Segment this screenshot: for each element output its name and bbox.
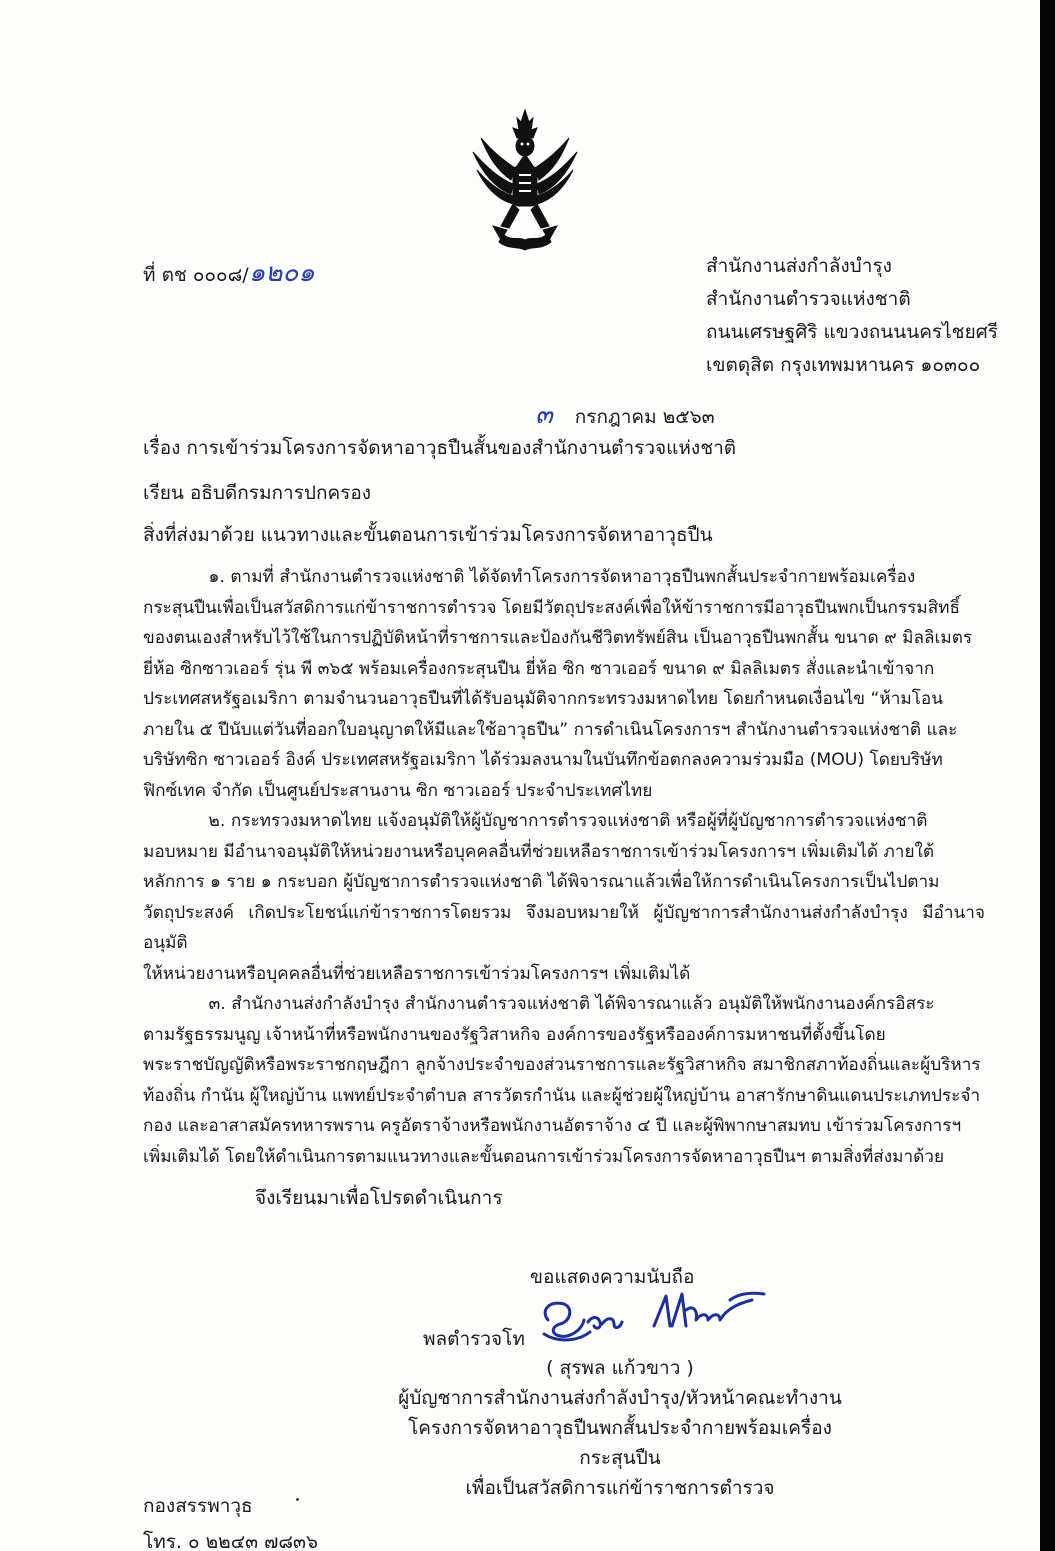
scan-speck [296, 1498, 299, 1501]
scan-border [1040, 0, 1055, 1551]
complimentary-close: ขอแสดงความนับถือ [530, 1266, 695, 1288]
handwritten-signature [530, 1270, 770, 1350]
address-line: สำนักงานส่งกำลังบำรุง [706, 255, 892, 277]
body-line: ของตนเองสำหรับไว้ใช้ในการปฏิบัติหน้าที่ราชการและป้องกันชีวิตทรัพย์สิน เป็นอาวุธปืนพกสั้น ขนาด ๙ มิลลิเมตร [143, 628, 973, 648]
body-line: ท้องถิ่น กำนัน ผู้ใหญ่บ้าน แพทย์ประจำตำบล สารวัตรกำนัน และผู้ช่วยผู้ใหญ่บ้าน อาสารักษาดินแดนประเภทประจำ [143, 1085, 981, 1106]
body-line: เพิ่มเติมได้ โดยให้ดำเนินการตามแนวทางและขั้นตอนการเข้าร่วมโครงการจัดหาอาวุธปืนฯ ตามสิ่งที่ส่งมาด้วย [143, 1146, 945, 1167]
body-line: ๓. สำนักงานส่งกำลังบำรุง สำนักงานตำรวจแห่งชาติ ได้พิจารณาแล้ว อนุมัติให้พนักงานองค์กรอิสระ [143, 994, 935, 1014]
body-line: วัตถุประสงค์ เกิดประโยชน์แก่ข้าราชการโดยรวม จึงมอบหมายให้ ผู้บัญชาการสำนักงานส่งกำลังบำรุง มีอำนาจอนุมัติ [143, 902, 985, 953]
body-line: ฟิกซ์เทค จำกัด เป็นศูนย์ประสานงาน ซิก ซาวเออร์ ประจำประเทศไทย [143, 780, 653, 801]
body-line: บริษัทซิก ซาวเออร์ อิงค์ ประเทศสหรัฐอเมริกา ได้ร่วมลงนามในบันทึกข้อตกลงความร่วมมือ (MOU) โดยบริษัท [143, 750, 943, 770]
body-line: มอบหมาย มีอำนาจอนุมัติให้หน่วยงานหรือบุคคลอื่นที่ช่วยเหลือราชการเข้าร่วมโครงการฯ เพิ่มเติมได้ ภายใต้ [143, 841, 935, 862]
recipient-line: เรียน อธิบดีกรมการปกครอง [143, 482, 372, 504]
enclosure-line: สิ่งที่ส่งมาด้วย แนวทางและขั้นตอนการเข้าร่วมโครงการจัดหาอาวุธปืน [143, 524, 713, 546]
body-line: ตามรัฐธรรมนูญ เจ้าหน้าที่หรือพนักงานของรัฐวิสาหกิจ องค์การของรัฐหรือองค์การมหาชนที่ตั้งขึ้นโดย [143, 1024, 886, 1045]
signer-title: ผู้บัญชาการสำนักงานส่งกำลังบำรุง/หัวหน้าคณะทำงาน [398, 1387, 842, 1409]
body-line: ประเทศสหรัฐอเมริกา ตามจำนวนอาวุธปืนที่ได้รับอนุมัติจากกระทรวงมหาดไทย โดยกำหนดเงื่อนไข “ห้ามโอน [143, 689, 943, 709]
body-line: หลักการ ๑ ราย ๑ กระบอก ผู้บัญชาการตำรวจแห่งชาติ ได้พิจารณาแล้วเพื่อให้การดำเนินโครงการเป็นไปตาม [143, 872, 940, 892]
signer-name: ( สุรพล แก้วขาว ) [546, 1357, 694, 1379]
handwritten-reference-number: ๑๒๐๑ [248, 258, 315, 288]
garuda-emblem [467, 108, 583, 254]
letter-body [143, 562, 985, 1172]
footer-phone: โทร. ๐ ๒๒๔๓ ๗๘๓๖ [143, 1531, 319, 1551]
sender-address [706, 250, 998, 382]
reference-number [143, 252, 315, 293]
closing-line: จึงเรียนมาเพื่อโปรดดำเนินการ [255, 1187, 503, 1209]
address-line: เขตดุสิต กรุงเทพมหานคร ๑๐๓๐๐ [706, 354, 981, 376]
date-month-year: กรกฎาคม ๒๕๖๓ [574, 406, 715, 428]
reference-label: ที่ ตช ๐๐๐๘/ [143, 264, 249, 286]
body-paragraph-3 [143, 989, 985, 1172]
signer-rank: พลตำรวจโท [423, 1328, 525, 1350]
body-line: กระสุนปืนเพื่อเป็นสวัสดิการแก่ข้าราชการตำรวจ โดยมีวัตถุประสงค์เพื่อให้ข้าราชการมีอาวุธปืนพกเป็นกรรมสิทธิ์ [143, 597, 961, 618]
signer-title: โครงการจัดหาอาวุธปืนพกสั้นประจำกายพร้อมเครื่องกระสุนปืน [408, 1417, 832, 1469]
body-paragraph-1 [143, 562, 985, 806]
subject-line: เรื่อง การเข้าร่วมโครงการจัดหาอาวุธปืนสั้นของสำนักงานตำรวจแห่งชาติ [143, 437, 737, 459]
body-paragraph-2 [143, 806, 985, 989]
body-line: ให้หน่วยงานหรือบุคคลอื่นที่ช่วยเหลือราชการเข้าร่วมโครงการฯ เพิ่มเติมได้ [143, 963, 691, 984]
footer-division: กองสรรพาวุธ [143, 1495, 253, 1517]
body-line: กอง และอาสาสมัครทหารพราน ครูอัตราจ้างหรือพนักงานอัตราจ้าง ๔ ปี และผู้พิพากษาสมทบ เข้าร่วมโครงการฯ [143, 1116, 962, 1136]
signer-title: เพื่อเป็นสวัสดิการแก่ข้าราชการตำรวจ [465, 1477, 775, 1499]
handwritten-date-day: ๓ [535, 400, 553, 430]
address-line: ถนนเศรษฐศิริ แขวงถนนนครไชยศรี [706, 321, 998, 343]
body-line: ยี่ห้อ ซิกซาวเออร์ รุ่น พี ๓๖๕ พร้อมเครื่องกระสุนปืน ยี่ห้อ ซิก ซาวเออร์ ขนาด ๙ มิลลิเมตร สั่งและนำเข้าจาก [143, 658, 935, 679]
letter-date [535, 394, 715, 435]
address-line: สำนักงานตำรวจแห่งชาติ [706, 288, 911, 310]
body-line: ๒. กระทรวงมหาดไทย แจ้งอนุมัติให้ผู้บัญชาการตำรวจแห่งชาติ หรือผู้ที่ผู้บัญชาการตำรวจแห่งชาติ [143, 811, 928, 831]
signer-block [380, 1353, 860, 1503]
body-line: ภายใน ๕ ปีนับแต่วันที่ออกใบอนุญาตให้มีและใช้อาวุธปืน” การดำเนินโครงการฯ สำนักงานตำรวจแห่งชาติ และ [143, 719, 958, 740]
body-line: พระราชบัญญัติหรือพระราชกฤษฎีกา ลูกจ้างประจำของส่วนราชการและรัฐวิสาหกิจ สมาชิกสภาท้องถิ่นและผู้บริหาร [143, 1055, 981, 1075]
footer-contact [143, 1488, 318, 1551]
body-line: ๑. ตามที่ สำนักงานตำรวจแห่งชาติ ได้จัดทำโครงการจัดหาอาวุธปืนพกสั้นประจำกายพร้อมเครื่อง [143, 567, 916, 587]
